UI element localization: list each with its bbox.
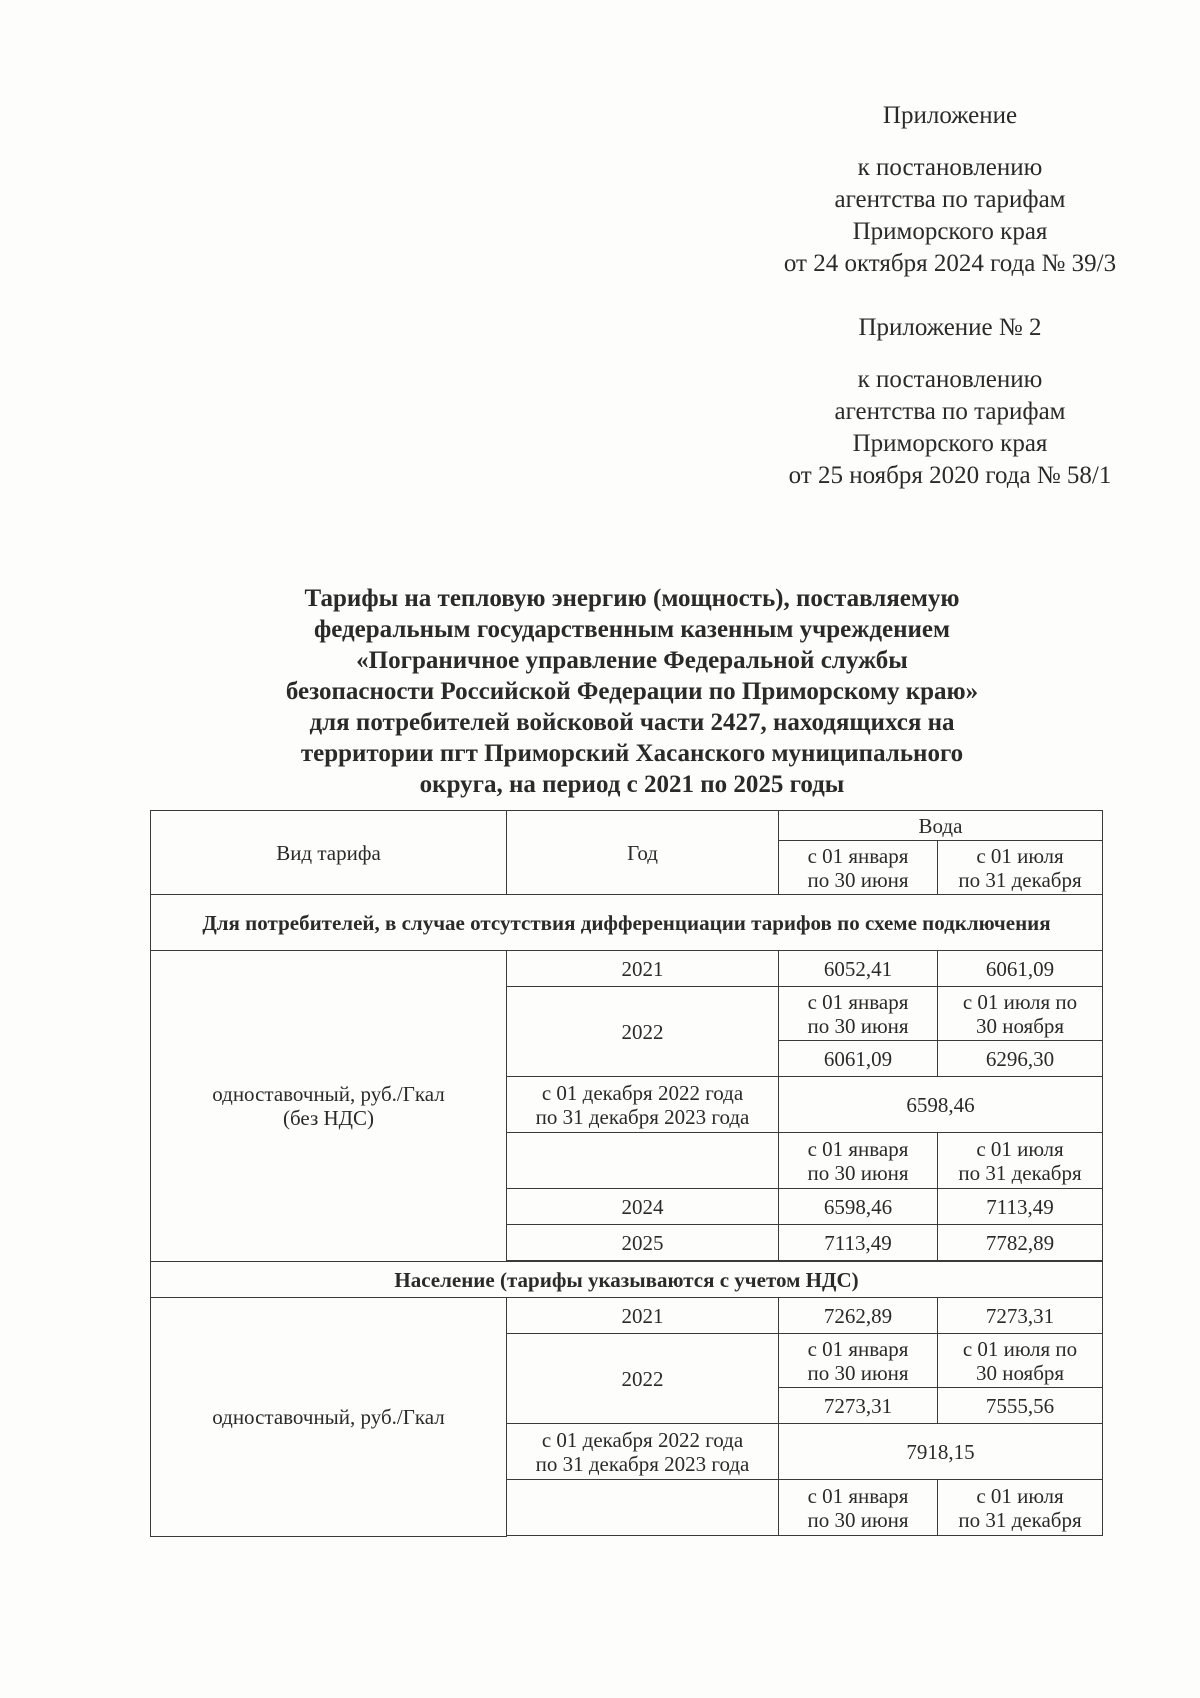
table-row	[151, 1298, 1103, 1334]
year-cell: 2021	[507, 1298, 779, 1334]
value-cell: 7782,89	[938, 1225, 1103, 1261]
period-cell: с 01 января по 30 июня	[779, 1480, 938, 1536]
header-period-2: с 01 июля по 31 декабря	[938, 841, 1103, 895]
section-title-consumers: Для потребителей, в случае отсутствия дифференциации тарифов по схеме подключения	[151, 895, 1103, 951]
period-cell: с 01 января по 30 июня	[779, 1133, 938, 1189]
value-cell: 7113,49	[779, 1225, 938, 1261]
period-cell: с 01 декабря 2022 года по 31 декабря 2023 года	[507, 1424, 779, 1480]
period-cell: с 01 января по 30 июня	[779, 987, 938, 1041]
year-cell: 2024	[507, 1189, 779, 1225]
value-cell: 7113,49	[938, 1189, 1103, 1225]
title-line: для потребителей войсковой части 2427, находящихся на	[309, 709, 955, 736]
reference-line: от 25 ноября 2020 года № 58/1	[788, 462, 1112, 489]
value-cell: 6598,46	[779, 1189, 938, 1225]
year-cell: 2021	[507, 951, 779, 987]
empty-cell	[507, 1480, 779, 1536]
section-row	[151, 1262, 1103, 1298]
reference-line: от 24 октября 2024 года № 39/3	[783, 250, 1117, 277]
value-cell: 7555,56	[938, 1388, 1103, 1424]
period-cell: с 01 июля по 31 декабря	[938, 1480, 1103, 1536]
header-tariff-type: Вид тарифа	[151, 811, 507, 895]
value-cell: 6052,41	[779, 951, 938, 987]
value-cell: 6296,30	[938, 1041, 1103, 1077]
value-cell: 7918,15	[779, 1424, 1103, 1480]
appendix-title: Приложение	[882, 102, 1018, 129]
appendix2-heading	[660, 312, 1200, 344]
period-cell: с 01 января по 30 июня	[779, 1334, 938, 1388]
appendix2-title: Приложение № 2	[858, 314, 1042, 341]
reference-line: агентства по тарифам	[834, 186, 1066, 213]
section-row	[151, 895, 1103, 951]
title-line: «Пограничное управление Федеральной службы	[356, 647, 908, 674]
title-line: территории пгт Приморский Хасанского муниципального	[300, 740, 964, 767]
appendix-reference	[660, 152, 1200, 280]
reference-line: к постановлению	[857, 154, 1043, 181]
value-cell: 6061,09	[779, 1041, 938, 1077]
period-cell: с 01 июля по 30 ноября	[938, 987, 1103, 1041]
year-cell: 2022	[507, 987, 779, 1077]
header-year: Год	[507, 811, 779, 895]
table-row	[151, 951, 1103, 987]
empty-cell	[507, 1133, 779, 1189]
year-cell: 2022	[507, 1334, 779, 1424]
reference-line: Приморского края	[852, 430, 1048, 457]
value-cell: 7273,31	[779, 1388, 938, 1424]
header-row	[151, 811, 1103, 841]
reference-line: Приморского края	[852, 218, 1048, 245]
title-line: федеральным государственным казенным учреждением	[313, 616, 951, 643]
reference-line: к постановлению	[857, 366, 1043, 393]
appendix2-reference	[660, 364, 1200, 492]
header-period-1: с 01 января по 30 июня	[779, 841, 938, 895]
period-cell: с 01 декабря 2022 года по 31 декабря 2023 года	[507, 1077, 779, 1133]
period-cell: с 01 июля по 30 ноября	[938, 1334, 1103, 1388]
tariff-type-cell: одноставочный, руб./Гкал (без НДС)	[151, 951, 507, 1262]
reference-line: агентства по тарифам	[834, 398, 1066, 425]
value-cell: 6598,46	[779, 1077, 1103, 1133]
appendix-heading	[660, 100, 1200, 132]
value-cell: 6061,09	[938, 951, 1103, 987]
title-line: безопасности Российской Федерации по Приморскому краю»	[285, 678, 979, 705]
title-line: округа, на период с 2021 по 2025 годы	[419, 771, 845, 798]
tariff-type-cell: одноставочный, руб./Гкал	[151, 1298, 507, 1537]
period-cell: с 01 июля по 31 декабря	[938, 1133, 1103, 1189]
document-title	[150, 583, 1114, 800]
section-title-population: Население (тарифы указываются с учетом НДС)	[151, 1262, 1103, 1298]
title-line: Тарифы на тепловую энергию (мощность), поставляемую	[304, 585, 960, 612]
year-cell: 2025	[507, 1225, 779, 1261]
tariff-table	[150, 810, 1103, 1537]
value-cell: 7262,89	[779, 1298, 938, 1334]
value-cell: 7273,31	[938, 1298, 1103, 1334]
header-water: Вода	[779, 811, 1103, 841]
